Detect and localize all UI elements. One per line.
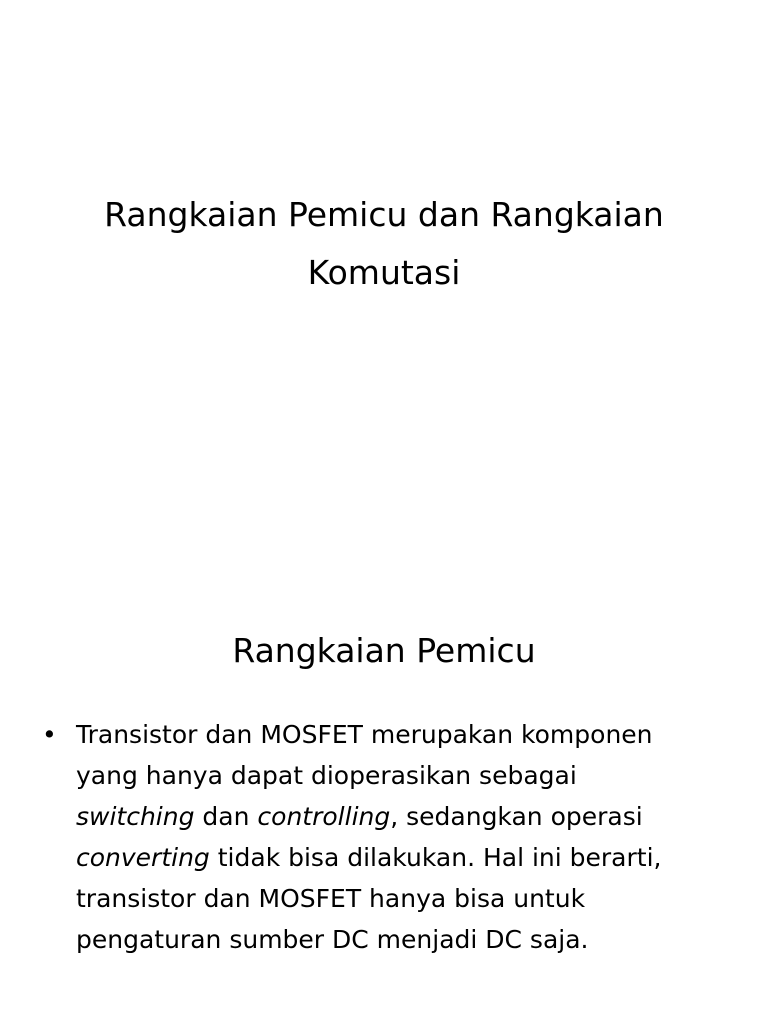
content-slide [0, 560, 768, 1024]
term-switching: switching [76, 802, 195, 831]
paragraph-text: dan [194, 802, 258, 831]
term-converting: converting [76, 843, 210, 872]
slide-heading: Rangkaian Pemicu [232, 631, 536, 670]
bullet-icon: • [42, 720, 57, 749]
paragraph-text: tidak bisa dilakukan. Hal ini berarti, [209, 843, 662, 872]
paragraph-text: , sedangkan operasi [390, 802, 643, 831]
paragraph-line-5: transistor dan MOSFET hanya bisa untuk [76, 884, 586, 913]
title-line-1: Rangkaian Pemicu dan Rangkaian [104, 195, 664, 234]
bullet-item [40, 714, 740, 960]
slide-title [30, 186, 738, 302]
paragraph-line-2: yang hanya dapat dioperasikan sebagai [76, 761, 577, 790]
paragraph-line-6: pengaturan sumber DC menjadi DC saja. [76, 925, 589, 954]
bullet-list [40, 714, 740, 960]
term-controlling: controlling [257, 802, 391, 831]
title-line-2: Komutasi [307, 253, 461, 292]
paragraph-line-1: Transistor dan MOSFET merupakan komponen [76, 720, 653, 749]
